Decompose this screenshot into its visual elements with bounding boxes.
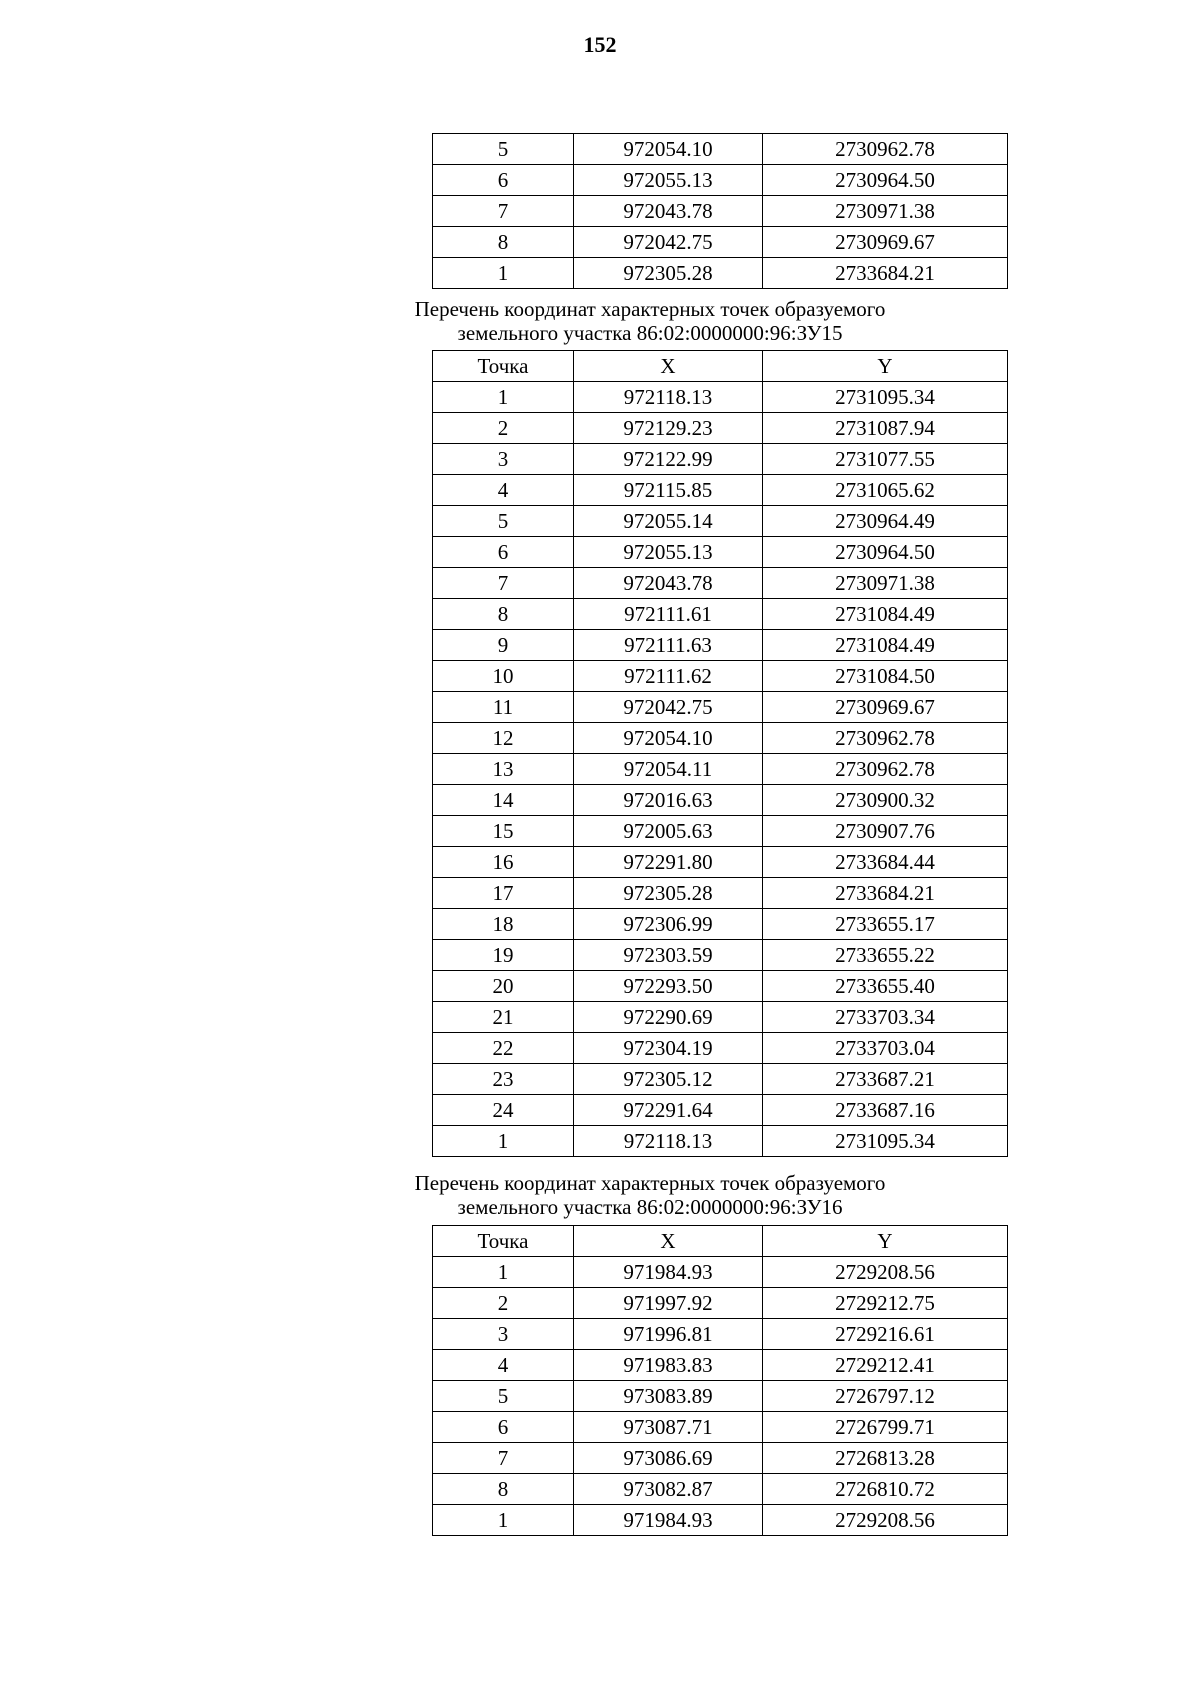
point-cell: 2 (433, 413, 574, 444)
y-cell: 2730962.78 (763, 134, 1008, 165)
point-cell: 1 (433, 1505, 574, 1536)
y-cell: 2730964.50 (763, 165, 1008, 196)
x-cell: 972043.78 (574, 196, 763, 227)
y-cell: 2733655.22 (763, 940, 1008, 971)
table-row (433, 258, 1008, 289)
point-cell: 5 (433, 134, 574, 165)
point-cell: 23 (433, 1064, 574, 1095)
table-row (433, 1126, 1008, 1157)
table-row (433, 661, 1008, 692)
x-cell: 972005.63 (574, 816, 763, 847)
y-cell: 2726813.28 (763, 1443, 1008, 1474)
y-cell: 2730962.78 (763, 754, 1008, 785)
x-cell: 971984.93 (574, 1505, 763, 1536)
x-cell: 972055.13 (574, 165, 763, 196)
section-title-zu15 (340, 297, 960, 345)
point-cell: 17 (433, 878, 574, 909)
table-row (433, 1033, 1008, 1064)
table-row (433, 1257, 1008, 1288)
point-cell: 14 (433, 785, 574, 816)
table-row (433, 165, 1008, 196)
column-header-point: Точка (433, 1226, 574, 1257)
table-row (433, 909, 1008, 940)
y-cell: 2733703.04 (763, 1033, 1008, 1064)
y-cell: 2733687.16 (763, 1095, 1008, 1126)
x-cell: 972305.12 (574, 1064, 763, 1095)
x-cell: 972042.75 (574, 227, 763, 258)
table-row (433, 971, 1008, 1002)
x-cell: 972111.61 (574, 599, 763, 630)
table-row (433, 816, 1008, 847)
x-cell: 972054.11 (574, 754, 763, 785)
table-row (433, 940, 1008, 971)
table-row (433, 1505, 1008, 1536)
y-cell: 2733703.34 (763, 1002, 1008, 1033)
y-cell: 2731065.62 (763, 475, 1008, 506)
y-cell: 2730971.38 (763, 568, 1008, 599)
table-row (433, 723, 1008, 754)
point-cell: 4 (433, 475, 574, 506)
point-cell: 16 (433, 847, 574, 878)
y-cell: 2730962.78 (763, 723, 1008, 754)
point-cell: 10 (433, 661, 574, 692)
y-cell: 2729208.56 (763, 1257, 1008, 1288)
y-cell: 2733655.17 (763, 909, 1008, 940)
point-cell: 7 (433, 568, 574, 599)
point-cell: 8 (433, 227, 574, 258)
table-row (433, 878, 1008, 909)
x-cell: 972055.14 (574, 506, 763, 537)
column-header-x: X (574, 1226, 763, 1257)
x-cell: 972016.63 (574, 785, 763, 816)
zu15-table-body (433, 382, 1008, 1157)
coordinates-table-zu16 (432, 1225, 1008, 1536)
x-cell: 972118.13 (574, 1126, 763, 1157)
x-cell: 972303.59 (574, 940, 763, 971)
x-cell: 972293.50 (574, 971, 763, 1002)
point-cell: 2 (433, 1288, 574, 1319)
point-cell: 15 (433, 816, 574, 847)
x-cell: 973082.87 (574, 1474, 763, 1505)
column-header-y: Y (763, 1226, 1008, 1257)
x-cell: 972290.69 (574, 1002, 763, 1033)
y-cell: 2729216.61 (763, 1319, 1008, 1350)
point-cell: 3 (433, 444, 574, 475)
point-cell: 1 (433, 258, 574, 289)
point-cell: 20 (433, 971, 574, 1002)
x-cell: 972129.23 (574, 413, 763, 444)
point-cell: 9 (433, 630, 574, 661)
table-row (433, 1412, 1008, 1443)
x-cell: 971997.92 (574, 1288, 763, 1319)
x-cell: 972305.28 (574, 258, 763, 289)
x-cell: 972291.64 (574, 1095, 763, 1126)
table-row (433, 599, 1008, 630)
x-cell: 972043.78 (574, 568, 763, 599)
point-cell: 24 (433, 1095, 574, 1126)
point-cell: 18 (433, 909, 574, 940)
x-cell: 972291.80 (574, 847, 763, 878)
point-cell: 8 (433, 599, 574, 630)
table-row (433, 444, 1008, 475)
point-cell: 4 (433, 1350, 574, 1381)
x-cell: 972054.10 (574, 723, 763, 754)
table-row (433, 134, 1008, 165)
table-header-row (433, 1226, 1008, 1257)
x-cell: 972115.85 (574, 475, 763, 506)
table-row (433, 692, 1008, 723)
x-cell: 972118.13 (574, 382, 763, 413)
y-cell: 2730969.67 (763, 692, 1008, 723)
x-cell: 972306.99 (574, 909, 763, 940)
x-cell: 971996.81 (574, 1319, 763, 1350)
point-cell: 6 (433, 537, 574, 568)
point-cell: 8 (433, 1474, 574, 1505)
table-row (433, 1095, 1008, 1126)
table-row (433, 754, 1008, 785)
y-cell: 2730969.67 (763, 227, 1008, 258)
y-cell: 2731084.49 (763, 630, 1008, 661)
point-cell: 1 (433, 382, 574, 413)
point-cell: 1 (433, 1257, 574, 1288)
table-row (433, 1474, 1008, 1505)
point-cell: 11 (433, 692, 574, 723)
table-row (433, 475, 1008, 506)
table-row (433, 1381, 1008, 1412)
coordinates-table-zu15 (432, 350, 1008, 1157)
section-title-zu16-line1: Перечень координат характерных точек образуемого (414, 1171, 886, 1195)
table-row (433, 1064, 1008, 1095)
table-header-row (433, 351, 1008, 382)
point-cell: 5 (433, 506, 574, 537)
x-cell: 972055.13 (574, 537, 763, 568)
y-cell: 2730971.38 (763, 196, 1008, 227)
y-cell: 2729208.56 (763, 1505, 1008, 1536)
y-cell: 2733655.40 (763, 971, 1008, 1002)
y-cell: 2733684.44 (763, 847, 1008, 878)
column-header-y: Y (763, 351, 1008, 382)
y-cell: 2726797.12 (763, 1381, 1008, 1412)
zu16-table-body (433, 1257, 1008, 1536)
table-row (433, 537, 1008, 568)
table-row (433, 1288, 1008, 1319)
x-cell: 973083.89 (574, 1381, 763, 1412)
point-cell: 1 (433, 1126, 574, 1157)
y-cell: 2729212.75 (763, 1288, 1008, 1319)
table-row (433, 506, 1008, 537)
y-cell: 2731087.94 (763, 413, 1008, 444)
x-cell: 971984.93 (574, 1257, 763, 1288)
table-row (433, 630, 1008, 661)
page-number: 152 (583, 32, 617, 57)
table-row (433, 1002, 1008, 1033)
x-cell: 973086.69 (574, 1443, 763, 1474)
column-header-point: Точка (433, 351, 574, 382)
y-cell: 2730900.32 (763, 785, 1008, 816)
table-row (433, 227, 1008, 258)
section-title-zu16 (340, 1171, 960, 1219)
x-cell: 972054.10 (574, 134, 763, 165)
point-cell: 19 (433, 940, 574, 971)
y-cell: 2733684.21 (763, 258, 1008, 289)
y-cell: 2726810.72 (763, 1474, 1008, 1505)
point-cell: 21 (433, 1002, 574, 1033)
x-cell: 972305.28 (574, 878, 763, 909)
column-header-x: X (574, 351, 763, 382)
y-cell: 2731084.50 (763, 661, 1008, 692)
y-cell: 2731095.34 (763, 382, 1008, 413)
table-row (433, 196, 1008, 227)
table-row (433, 785, 1008, 816)
section-title-zu15-line2: земельного участка 86:02:0000000:96:ЗУ15 (457, 321, 843, 345)
point-cell: 5 (433, 1381, 574, 1412)
point-cell: 12 (433, 723, 574, 754)
table-row (433, 1443, 1008, 1474)
y-cell: 2731077.55 (763, 444, 1008, 475)
x-cell: 973087.71 (574, 1412, 763, 1443)
y-cell: 2730964.50 (763, 537, 1008, 568)
y-cell: 2733684.21 (763, 878, 1008, 909)
table-row (433, 568, 1008, 599)
x-cell: 972111.62 (574, 661, 763, 692)
point-cell: 13 (433, 754, 574, 785)
x-cell: 972304.19 (574, 1033, 763, 1064)
table-row (433, 413, 1008, 444)
point-cell: 7 (433, 196, 574, 227)
point-cell: 6 (433, 165, 574, 196)
y-cell: 2731084.49 (763, 599, 1008, 630)
continuation-table-body (433, 134, 1008, 289)
table-row (433, 1350, 1008, 1381)
point-cell: 6 (433, 1412, 574, 1443)
table-row (433, 847, 1008, 878)
point-cell: 22 (433, 1033, 574, 1064)
table-row (433, 1319, 1008, 1350)
y-cell: 2730907.76 (763, 816, 1008, 847)
point-cell: 3 (433, 1319, 574, 1350)
point-cell: 7 (433, 1443, 574, 1474)
continuation-coordinates-table (432, 133, 1008, 289)
x-cell: 971983.83 (574, 1350, 763, 1381)
y-cell: 2729212.41 (763, 1350, 1008, 1381)
y-cell: 2726799.71 (763, 1412, 1008, 1443)
section-title-zu15-line1: Перечень координат характерных точек образуемого (414, 297, 886, 321)
x-cell: 972042.75 (574, 692, 763, 723)
x-cell: 972111.63 (574, 630, 763, 661)
y-cell: 2731095.34 (763, 1126, 1008, 1157)
y-cell: 2733687.21 (763, 1064, 1008, 1095)
section-title-zu16-line2: земельного участка 86:02:0000000:96:ЗУ16 (457, 1195, 843, 1219)
x-cell: 972122.99 (574, 444, 763, 475)
table-row (433, 382, 1008, 413)
y-cell: 2730964.49 (763, 506, 1008, 537)
